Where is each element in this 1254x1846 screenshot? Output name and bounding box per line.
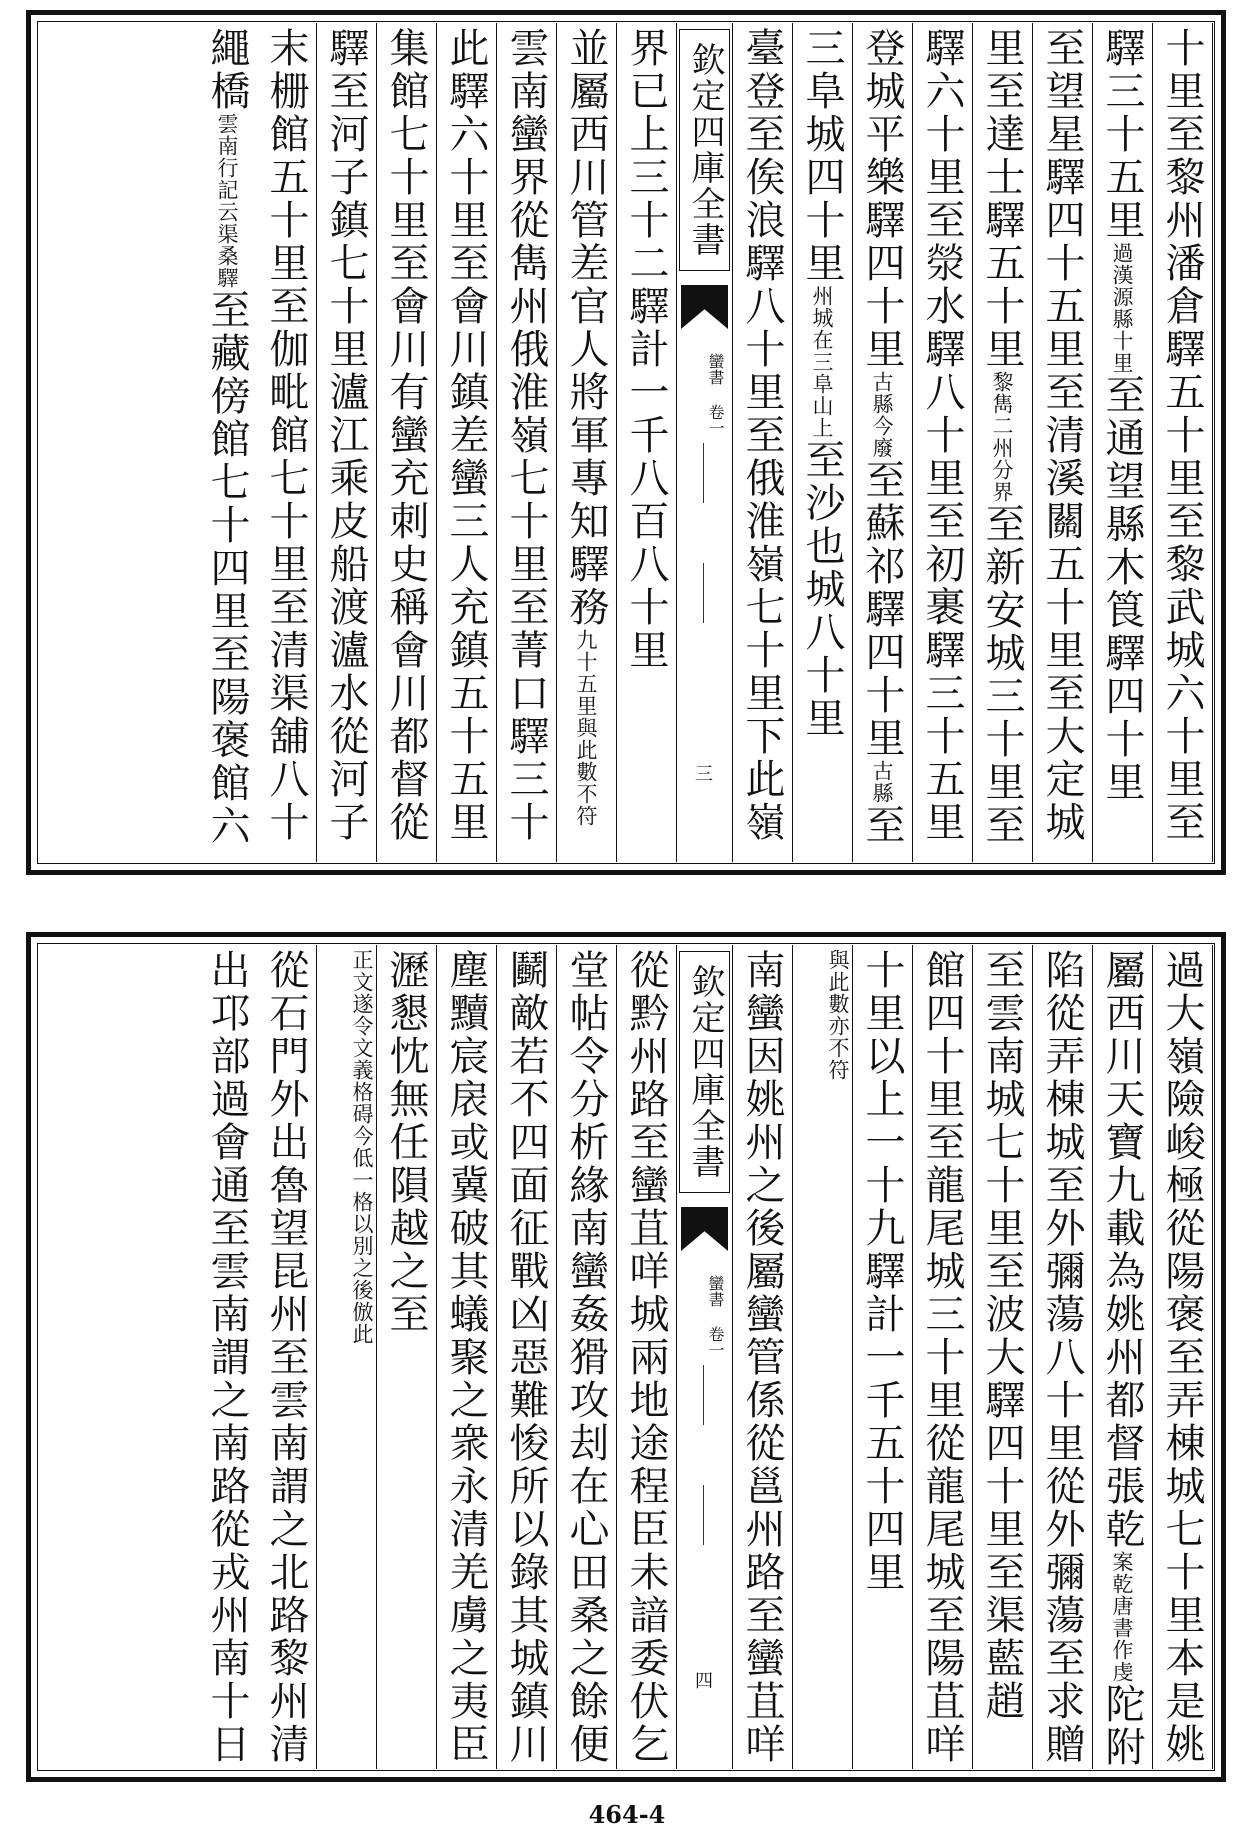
gutter-rule xyxy=(703,1485,704,1545)
text-column xyxy=(557,23,617,862)
text-column xyxy=(1093,23,1153,862)
text-column xyxy=(1033,23,1093,862)
text-column xyxy=(733,23,793,862)
main-text: 驛六十里至滎水驛八十里至初裹驛三十五里 xyxy=(919,27,965,844)
main-text: 屬西川天寶九載為姚州都督張乾 xyxy=(1099,949,1145,1551)
text-column xyxy=(793,945,853,1769)
main-text: 至 xyxy=(859,804,905,847)
center-gutter xyxy=(677,23,733,862)
annotation-text: 過漢源縣十里 xyxy=(1110,242,1134,374)
main-text: 陀附 xyxy=(1099,1683,1145,1769)
main-text: 出邛部過會通至雲南謂之南路從戎州南十日 xyxy=(204,949,250,1766)
main-text: 集館七十里至會川有蠻充刺史稱會川都督從 xyxy=(383,27,429,844)
main-text: 至新安城三十里至 xyxy=(979,503,1025,847)
text-column xyxy=(197,23,257,862)
text-column xyxy=(1093,945,1153,1769)
annotation-text: 黎雋二州分界 xyxy=(990,371,1014,503)
gutter-rule xyxy=(703,1365,704,1425)
main-text: 至望星驛四十五里至清溪關五十里至大定城 xyxy=(1039,27,1085,844)
main-text: 至藏傍館七十四里至陽褒館六 xyxy=(204,289,250,848)
main-text: 並屬西川管差官人將軍專知驛務 xyxy=(563,27,609,629)
main-text: 驛至河子鎮七十里瀘江乘皮船渡瀘水從河子 xyxy=(323,27,369,844)
volume-label: 蠻書 卷一 xyxy=(706,353,725,436)
main-text: 十里至黎州潘倉驛五十里至黎武城六十里至 xyxy=(1159,27,1205,844)
annotation-text: 正文遂令文義格碍今低一格以別之後倣此 xyxy=(350,949,374,1345)
column-grid-bottom xyxy=(39,945,1213,1769)
text-column xyxy=(1153,945,1213,1769)
text-column xyxy=(377,945,437,1769)
main-text: 至沙也城八十里 xyxy=(799,439,845,740)
annotation-text: 九十五里與此數不符 xyxy=(574,629,598,827)
main-text: 過大嶺險峻極從陽褒至弄棟城七十里本是姚 xyxy=(1159,949,1205,1766)
main-text: 從黔州路至蠻苴咩城兩地途程臣未諳委伏乞 xyxy=(623,949,669,1766)
text-column xyxy=(973,23,1033,862)
gutter-rule xyxy=(703,443,704,503)
text-column xyxy=(317,23,377,862)
main-text: 至通望縣木筤驛四十里 xyxy=(1099,374,1145,804)
main-text: 從石門外出魯望昆州至雲南謂之北路黎州清 xyxy=(263,949,309,1766)
fish-tail-mark xyxy=(681,285,728,329)
annotation-text: 雲南行記云渠桑驛 xyxy=(215,113,239,289)
page-half-bottom xyxy=(26,932,1226,1782)
text-column xyxy=(197,945,257,1769)
fish-tail-mark xyxy=(681,1207,728,1251)
text-column xyxy=(733,945,793,1769)
text-column xyxy=(557,945,617,1769)
main-text: 界已上三十二驛計一千八百八十里 xyxy=(623,27,669,672)
text-column xyxy=(257,23,317,862)
main-text: 堂帖令分析緣南蠻姦猾攻刦在心田桑之餘便 xyxy=(563,949,609,1766)
main-text: 三阜城四十里 xyxy=(799,27,845,285)
text-column xyxy=(437,945,497,1769)
main-text: 末栅館五十里至伽毗館七十里至清渠舖八十 xyxy=(263,27,309,844)
text-column xyxy=(1033,945,1093,1769)
main-text: 鬬敵若不四面征戰凶惡難悛所以錄其城鎮川 xyxy=(503,949,549,1766)
center-gutter xyxy=(677,945,733,1769)
main-text: 驛三十五里 xyxy=(1099,27,1145,242)
main-text: 登城平樂驛四十里 xyxy=(859,27,905,371)
text-column xyxy=(913,23,973,862)
annotation-text: 州城在三阜山上 xyxy=(810,285,834,439)
main-text: 里至達士驛五十里 xyxy=(979,27,1025,371)
gutter-rule xyxy=(703,563,704,623)
annotation-text: 古縣今廢 xyxy=(870,371,894,459)
annotation-text: 案乾唐書作虔 xyxy=(1110,1551,1134,1683)
main-text: 十里以上一十九驛計一千五十四里 xyxy=(859,949,905,1594)
annotation-text: 古縣 xyxy=(870,760,894,804)
folio-number: 三 xyxy=(692,764,713,782)
main-text: 至雲南城七十里至波大驛四十里至渠藍趙 xyxy=(979,949,1025,1723)
text-column xyxy=(973,945,1033,1769)
text-column xyxy=(497,23,557,862)
text-column xyxy=(617,945,677,1769)
text-column xyxy=(437,23,497,862)
main-text: 塵黷宸扆或冀破其蟻聚之衆永清羌虜之夷臣 xyxy=(443,949,489,1766)
text-column xyxy=(793,23,853,862)
text-column xyxy=(497,945,557,1769)
text-column xyxy=(377,23,437,862)
text-column xyxy=(853,945,913,1769)
main-text: 陷從弄棟城至外彌蕩八十里從外彌蕩至求贈 xyxy=(1039,949,1085,1766)
main-text: 繩橋 xyxy=(204,27,250,113)
annotation-text: 與此數亦不符 xyxy=(826,949,850,1081)
main-text: 館四十里至龍尾城三十里從龍尾城至陽苴咩 xyxy=(919,949,965,1766)
main-text: 此驛六十里至會川鎮差蠻三人充鎮五十五里 xyxy=(443,27,489,844)
column-grid-top xyxy=(39,23,1213,862)
main-text: 至俟浪驛八十里至俄淮嶺七十里下此嶺 xyxy=(739,113,785,844)
page-half-top xyxy=(26,10,1226,875)
main-text: 瀝懇忱無任隕越之至 xyxy=(383,949,429,1336)
text-column xyxy=(853,23,913,862)
main-text: 雲南蠻界從雋州俄淮嶺七十里至菁口驛三十 xyxy=(503,27,549,844)
running-title: 欽定四庫全書 xyxy=(679,951,730,1193)
text-column xyxy=(1153,23,1213,862)
main-text: 南蠻因姚州之後屬蠻管係從邕州路至蠻苴咩 xyxy=(739,949,785,1766)
running-title: 欽定四庫全書 xyxy=(679,29,730,271)
main-text: 至蘇祁驛四十里 xyxy=(859,459,905,760)
text-column xyxy=(317,945,377,1769)
text-column xyxy=(617,23,677,862)
main-text: 臺登 xyxy=(739,27,785,113)
text-column xyxy=(257,945,317,1769)
text-column xyxy=(913,945,973,1769)
folio-number: 四 xyxy=(692,1671,713,1689)
page-number: 464-4 xyxy=(588,1800,666,1829)
volume-label: 蠻書 卷一 xyxy=(706,1275,725,1358)
